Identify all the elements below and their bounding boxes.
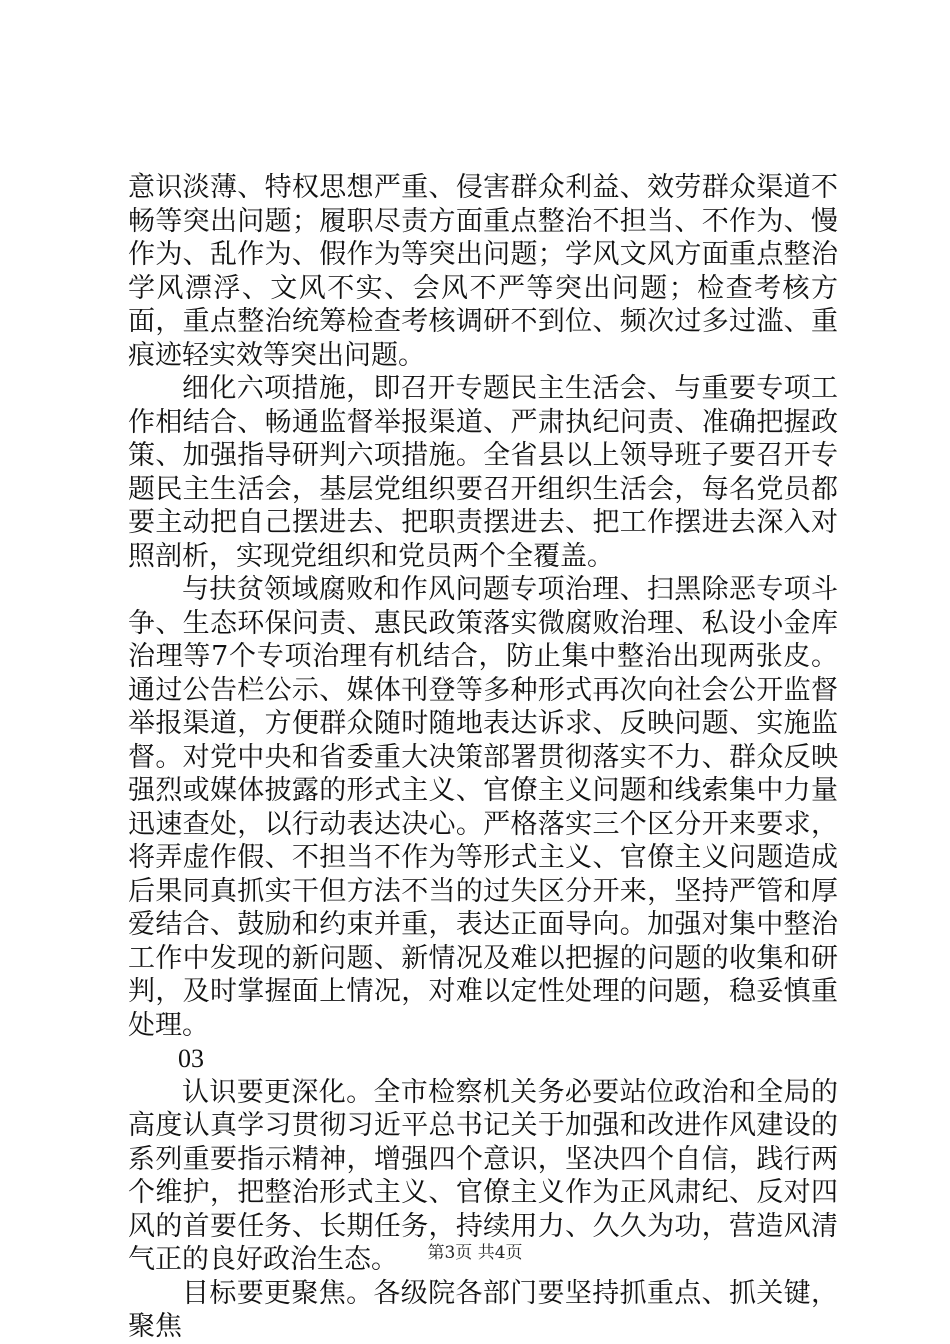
paragraph-3: 与扶贫领域腐败和作风问题专项治理、扫黑除恶专项斗争、生态环保问责、惠民政策落实微腐败治理、私设小金库治理等7个专项治理有机结合，防止集中整治出现两张皮。通过公告栏公示、媒体刊登等多种形式再次向社会公开监督举报渠道，方便群众随时随地表达诉求、反映问题、实施监督。对党中央和省委重大决策部署贯彻落实不力、群众反映强烈或媒体披露的形式主义、官僚主义问题和线索集中力量迅速查处，以行动表达决心。严格落实三个区分开来要求，将弄虚作假、不担当不作为等形式主义、官僚主义问题造成后果同真抓实干但方法不当的过失区分开来，坚持严管和厚爱结合、鼓励和约束并重，表达正面导向。加强对集中整治工作中发现的新问题、新情况及难以把握的问题的收集和研判，及时掌握面上情况，对难以定性处理的问题，稳妥慎重处理。 xyxy=(128,574,838,1041)
document-body xyxy=(128,171,838,1344)
section-number: 03 xyxy=(178,1044,204,1073)
paragraph-5: 目标要更聚焦。各级院各部门要坚持抓重点、抓关键，聚焦 xyxy=(128,1277,838,1342)
paragraph-2: 细化六项措施，即召开专题民主生活会、与重要专项工作相结合、畅通监督举报渠道、严肃执纪问责、准确把握政策、加强指导研判六项措施。全省县以上领导班子要召开专题民主生活会，基层党组织要召开组织生活会，每名党员都要主动把自己摆进去、把职责摆进去、把工作摆进去深入对照剖析，实现党组织和党员两个全覆盖。 xyxy=(128,373,838,572)
paragraph-1: 意识淡薄、特权思想严重、侵害群众利益、效劳群众渠道不畅等突出问题；履职尽责方面重点整治不担当、不作为、慢作为、乱作为、假作为等突出问题；学风文风方面重点整治学风漂浮、文风不实、会风不严等突出问题；检查考核方面，重点整治统筹检查考核调研不到位、频次过多过滥、重痕迹轻实效等突出问题。 xyxy=(128,172,838,371)
paragraph-4: 认识要更深化。全市检察机关务必要站位政治和全局的高度认真学习贯彻习近平总书记关于加强和改进作风建设的系列重要指示精神，增强四个意识，坚决四个自信，践行两个维护，把整治形式主义、官僚主义作为正风肃纪、反对四风的首要任务、长期任务，持续用力、久久为功，营造风清气正的良好政治生态。 xyxy=(128,1076,838,1275)
page-footer: 第3页 共4页 xyxy=(427,1243,523,1263)
